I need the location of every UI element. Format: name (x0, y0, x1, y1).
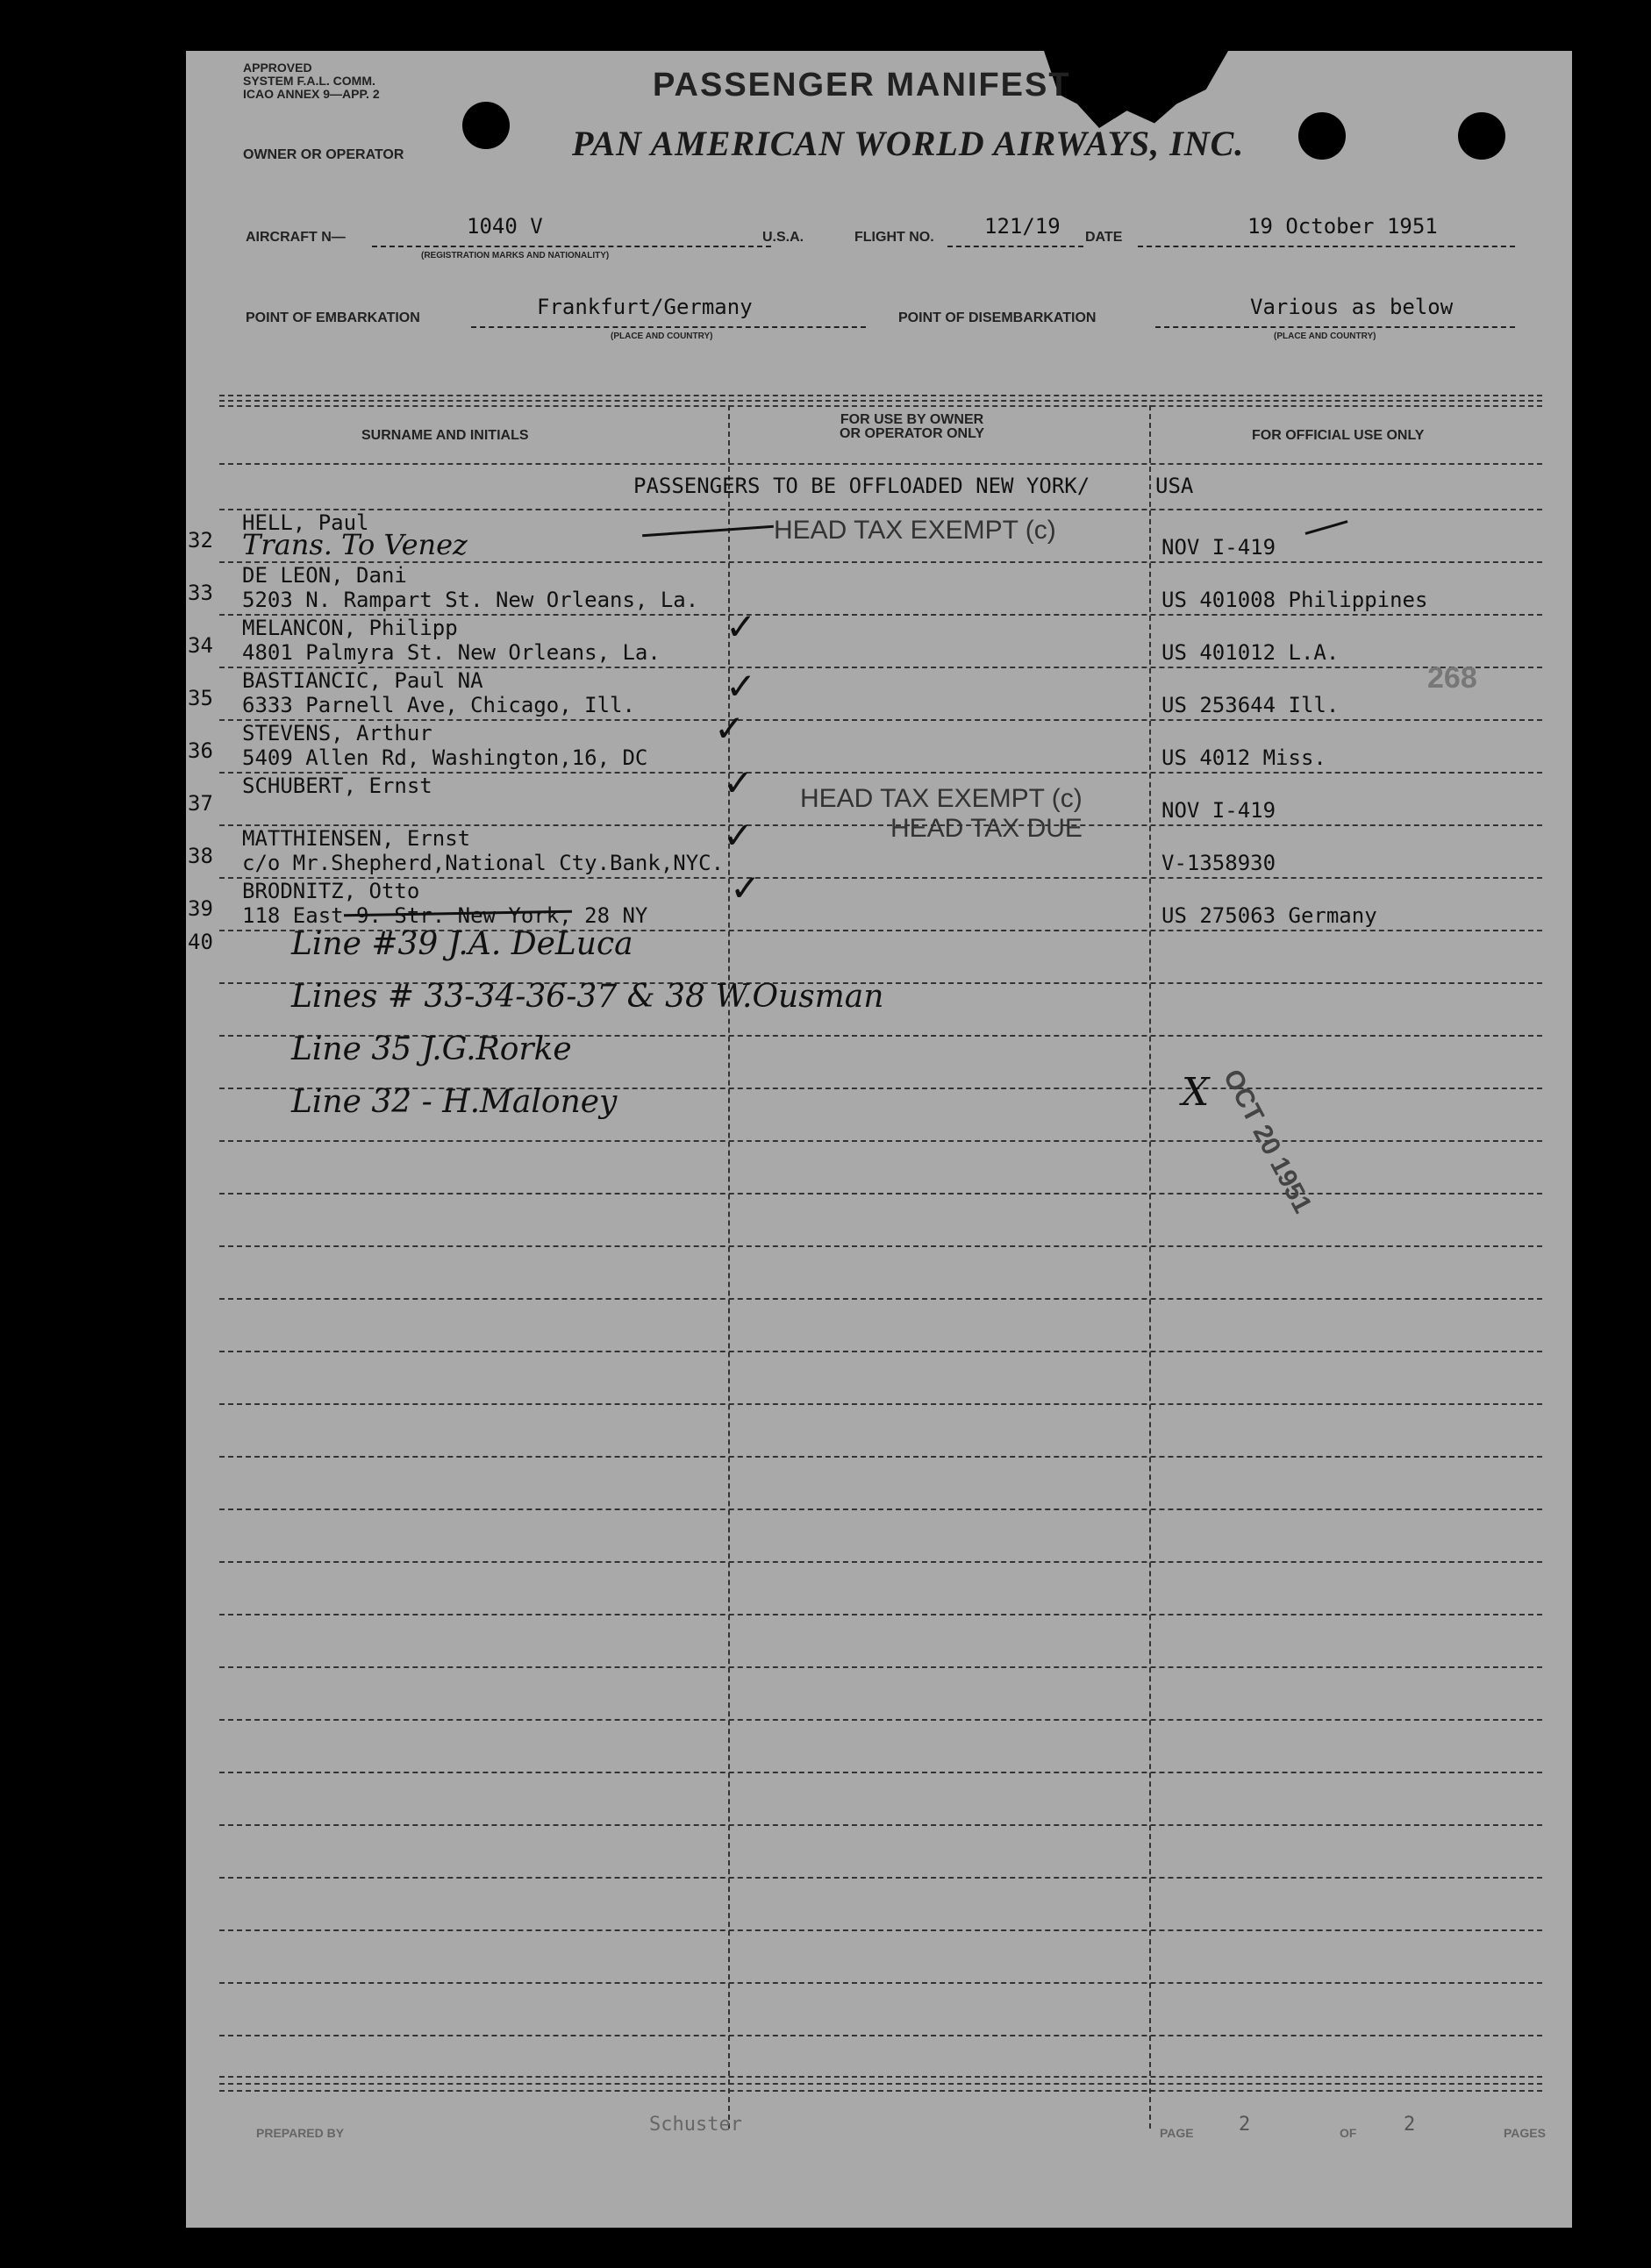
pen-stroke (1305, 520, 1348, 535)
punch-hole (1458, 112, 1505, 160)
row-rule (219, 1508, 1542, 1510)
official-entry: US 401008 Philippines (1161, 588, 1428, 612)
row-rule (219, 561, 1542, 563)
row-rule (219, 2035, 1542, 2036)
row-rule (219, 1456, 1542, 1458)
checkmark: ✓ (723, 761, 754, 804)
passenger-address: Trans. To Venez (242, 528, 468, 561)
passenger-name: BASTIANCIC, Paul NA (242, 668, 483, 693)
row-rule (219, 1614, 1542, 1615)
row-rule (219, 1561, 1542, 1563)
annotation-lines-33-38: Lines # 33-34-36-37 & 38 W.Ousman (291, 979, 884, 1015)
aircraft-label: AIRCRAFT N— (246, 230, 346, 245)
disembarkation-value: Various as below (1250, 295, 1454, 319)
punch-hole (1298, 112, 1346, 160)
passenger-address: 4801 Palmyra St. New Orleans, La. (242, 640, 661, 665)
aircraft-underline (372, 246, 771, 247)
date-label: DATE (1085, 230, 1123, 245)
row-rule (219, 1245, 1542, 1247)
official-entry: NOV I-419 (1161, 798, 1276, 823)
official-entry: US 275063 Germany (1161, 903, 1377, 928)
annotation-line-39: Line #39 J.A. DeLuca (291, 926, 633, 962)
manifest-sheet (186, 51, 1572, 2228)
checkmark: ✓ (725, 605, 757, 648)
header-bottom-rule (219, 463, 1542, 465)
flight-label: FLIGHT NO. (854, 230, 934, 245)
col-header-surname: SURNAME AND INITIALS (361, 428, 529, 443)
line-number: 39 (188, 896, 213, 921)
head-tax-exempt-stamp: HEAD TAX EXEMPT (c) (800, 784, 1083, 813)
date-stamp: OCT 20 1951 (1217, 1065, 1318, 1218)
prepared-by-value: Schuster (649, 2114, 742, 2136)
embarkation-underline (471, 326, 866, 328)
line-number: 32 (188, 528, 213, 553)
passenger-address: 118 East 9. Str. New York, 28 NY (242, 903, 648, 928)
page-number-stamp: 268 (1427, 661, 1477, 695)
row-rule (219, 1298, 1542, 1300)
passenger-name: BRODNITZ, Otto (242, 879, 420, 903)
embarkation-label: POINT OF EMBARKATION (246, 310, 420, 325)
line-number: 38 (188, 844, 213, 868)
official-entry: NOV I-419 (1161, 535, 1276, 560)
row-rule (219, 1719, 1542, 1721)
punch-hole (462, 102, 510, 149)
row-rule (219, 1403, 1542, 1405)
passenger-address: 5409 Allen Rd, Washington,16, DC (242, 745, 648, 770)
disembarkation-underline (1155, 326, 1515, 328)
flight-underline (947, 246, 1083, 247)
line-number: 40 (188, 930, 213, 954)
row-rule (219, 1666, 1542, 1668)
passenger-address: 6333 Parnell Ave, Chicago, Ill. (242, 693, 635, 717)
col-header-owner: FOR USE BY OWNER OR OPERATOR ONLY (840, 412, 985, 441)
row-rule (219, 1193, 1542, 1195)
passenger-address: c/o Mr.Shepherd,National Cty.Bank,NYC. (242, 851, 725, 875)
passenger-address: 5203 N. Rampart St. New Orleans, La. (242, 588, 699, 612)
embarkation-sublabel: (PLACE AND COUNTRY) (611, 332, 713, 341)
flight-value: 121/19 (984, 214, 1061, 239)
page-value: 2 (1239, 2114, 1251, 2136)
passenger-name: MELANCON, Philipp (242, 616, 458, 640)
offload-note: PASSENGERS TO BE OFFLOADED NEW YORK/ (633, 474, 1090, 498)
form-title: PASSENGER MANIFEST (653, 67, 1071, 103)
date-value: 19 October 1951 (1247, 214, 1438, 239)
head-tax-due-stamp: HEAD TAX DUE (890, 814, 1083, 843)
aircraft-value: 1040 V (467, 214, 543, 239)
x-mark: X (1182, 1070, 1210, 1115)
usa-label: U.S.A. (762, 230, 804, 245)
table-top-rule (219, 395, 1542, 396)
disembarkation-label: POINT OF DISEMBARKATION (898, 310, 1097, 325)
official-entry: V-1358930 (1161, 851, 1276, 875)
column-divider (1149, 405, 1151, 2129)
table-top-rule (219, 405, 1542, 407)
table-bottom-rule (219, 2076, 1542, 2078)
pages-label: PAGES (1504, 2126, 1546, 2140)
passenger-name: STEVENS, Arthur (242, 721, 432, 745)
of-value: 2 (1404, 2114, 1416, 2136)
passenger-name: HELL, Paul (242, 510, 369, 535)
line-number: 34 (188, 633, 213, 658)
table-top-rule (219, 400, 1542, 402)
page-label: PAGE (1160, 2126, 1194, 2140)
official-entry: US 401012 L.A. (1161, 640, 1340, 665)
offload-country: USA (1155, 474, 1194, 498)
row-rule (219, 1351, 1542, 1352)
table-bottom-rule (219, 2090, 1542, 2092)
date-underline (1138, 246, 1515, 247)
disembarkation-sublabel: (PLACE AND COUNTRY) (1274, 332, 1376, 341)
of-label: OF (1340, 2126, 1357, 2140)
row-rule (219, 1824, 1542, 1826)
passenger-name: MATTHIENSEN, Ernst (242, 826, 471, 851)
table-bottom-rule (219, 2083, 1542, 2085)
checkmark: ✓ (714, 707, 746, 750)
airline-name: PAN AMERICAN WORLD AIRWAYS, INC. (572, 124, 1245, 163)
row-rule (219, 1929, 1542, 1931)
checkmark: ✓ (725, 665, 757, 708)
row-rule (219, 1877, 1542, 1879)
approval-stamp: APPROVED SYSTEM F.A.L. COMM. ICAO ANNEX 9—APP. 2 (243, 61, 380, 101)
checkmark: ✓ (723, 814, 754, 857)
passenger-name: SCHUBERT, Ernst (242, 774, 432, 798)
line-number: 33 (188, 581, 213, 605)
row-rule (219, 509, 1542, 510)
annotation-line-35: Line 35 J.G.Rorke (291, 1031, 572, 1067)
line-number: 36 (188, 738, 213, 763)
official-entry: US 4012 Miss. (1161, 745, 1326, 770)
line-number: 35 (188, 686, 213, 710)
column-divider (728, 405, 730, 2129)
head-tax-exempt-stamp: HEAD TAX EXEMPT (c) (774, 516, 1056, 545)
annotation-line-32: Line 32 - H.Maloney (291, 1084, 618, 1120)
row-rule (219, 1772, 1542, 1773)
owner-label: OWNER OR OPERATOR (243, 147, 404, 162)
prepared-by-label: PREPARED BY (256, 2126, 345, 2140)
col-header-official: FOR OFFICIAL USE ONLY (1252, 428, 1425, 443)
row-rule (219, 1140, 1542, 1142)
passenger-name: DE LEON, Dani (242, 563, 407, 588)
official-entry: US 253644 Ill. (1161, 693, 1340, 717)
aircraft-sublabel: (REGISTRATION MARKS AND NATIONALITY) (421, 251, 610, 260)
pen-stroke (642, 525, 774, 537)
row-rule (219, 1982, 1542, 1984)
checkmark: ✓ (730, 867, 761, 909)
embarkation-value: Frankfurt/Germany (537, 295, 753, 319)
line-number: 37 (188, 791, 213, 816)
